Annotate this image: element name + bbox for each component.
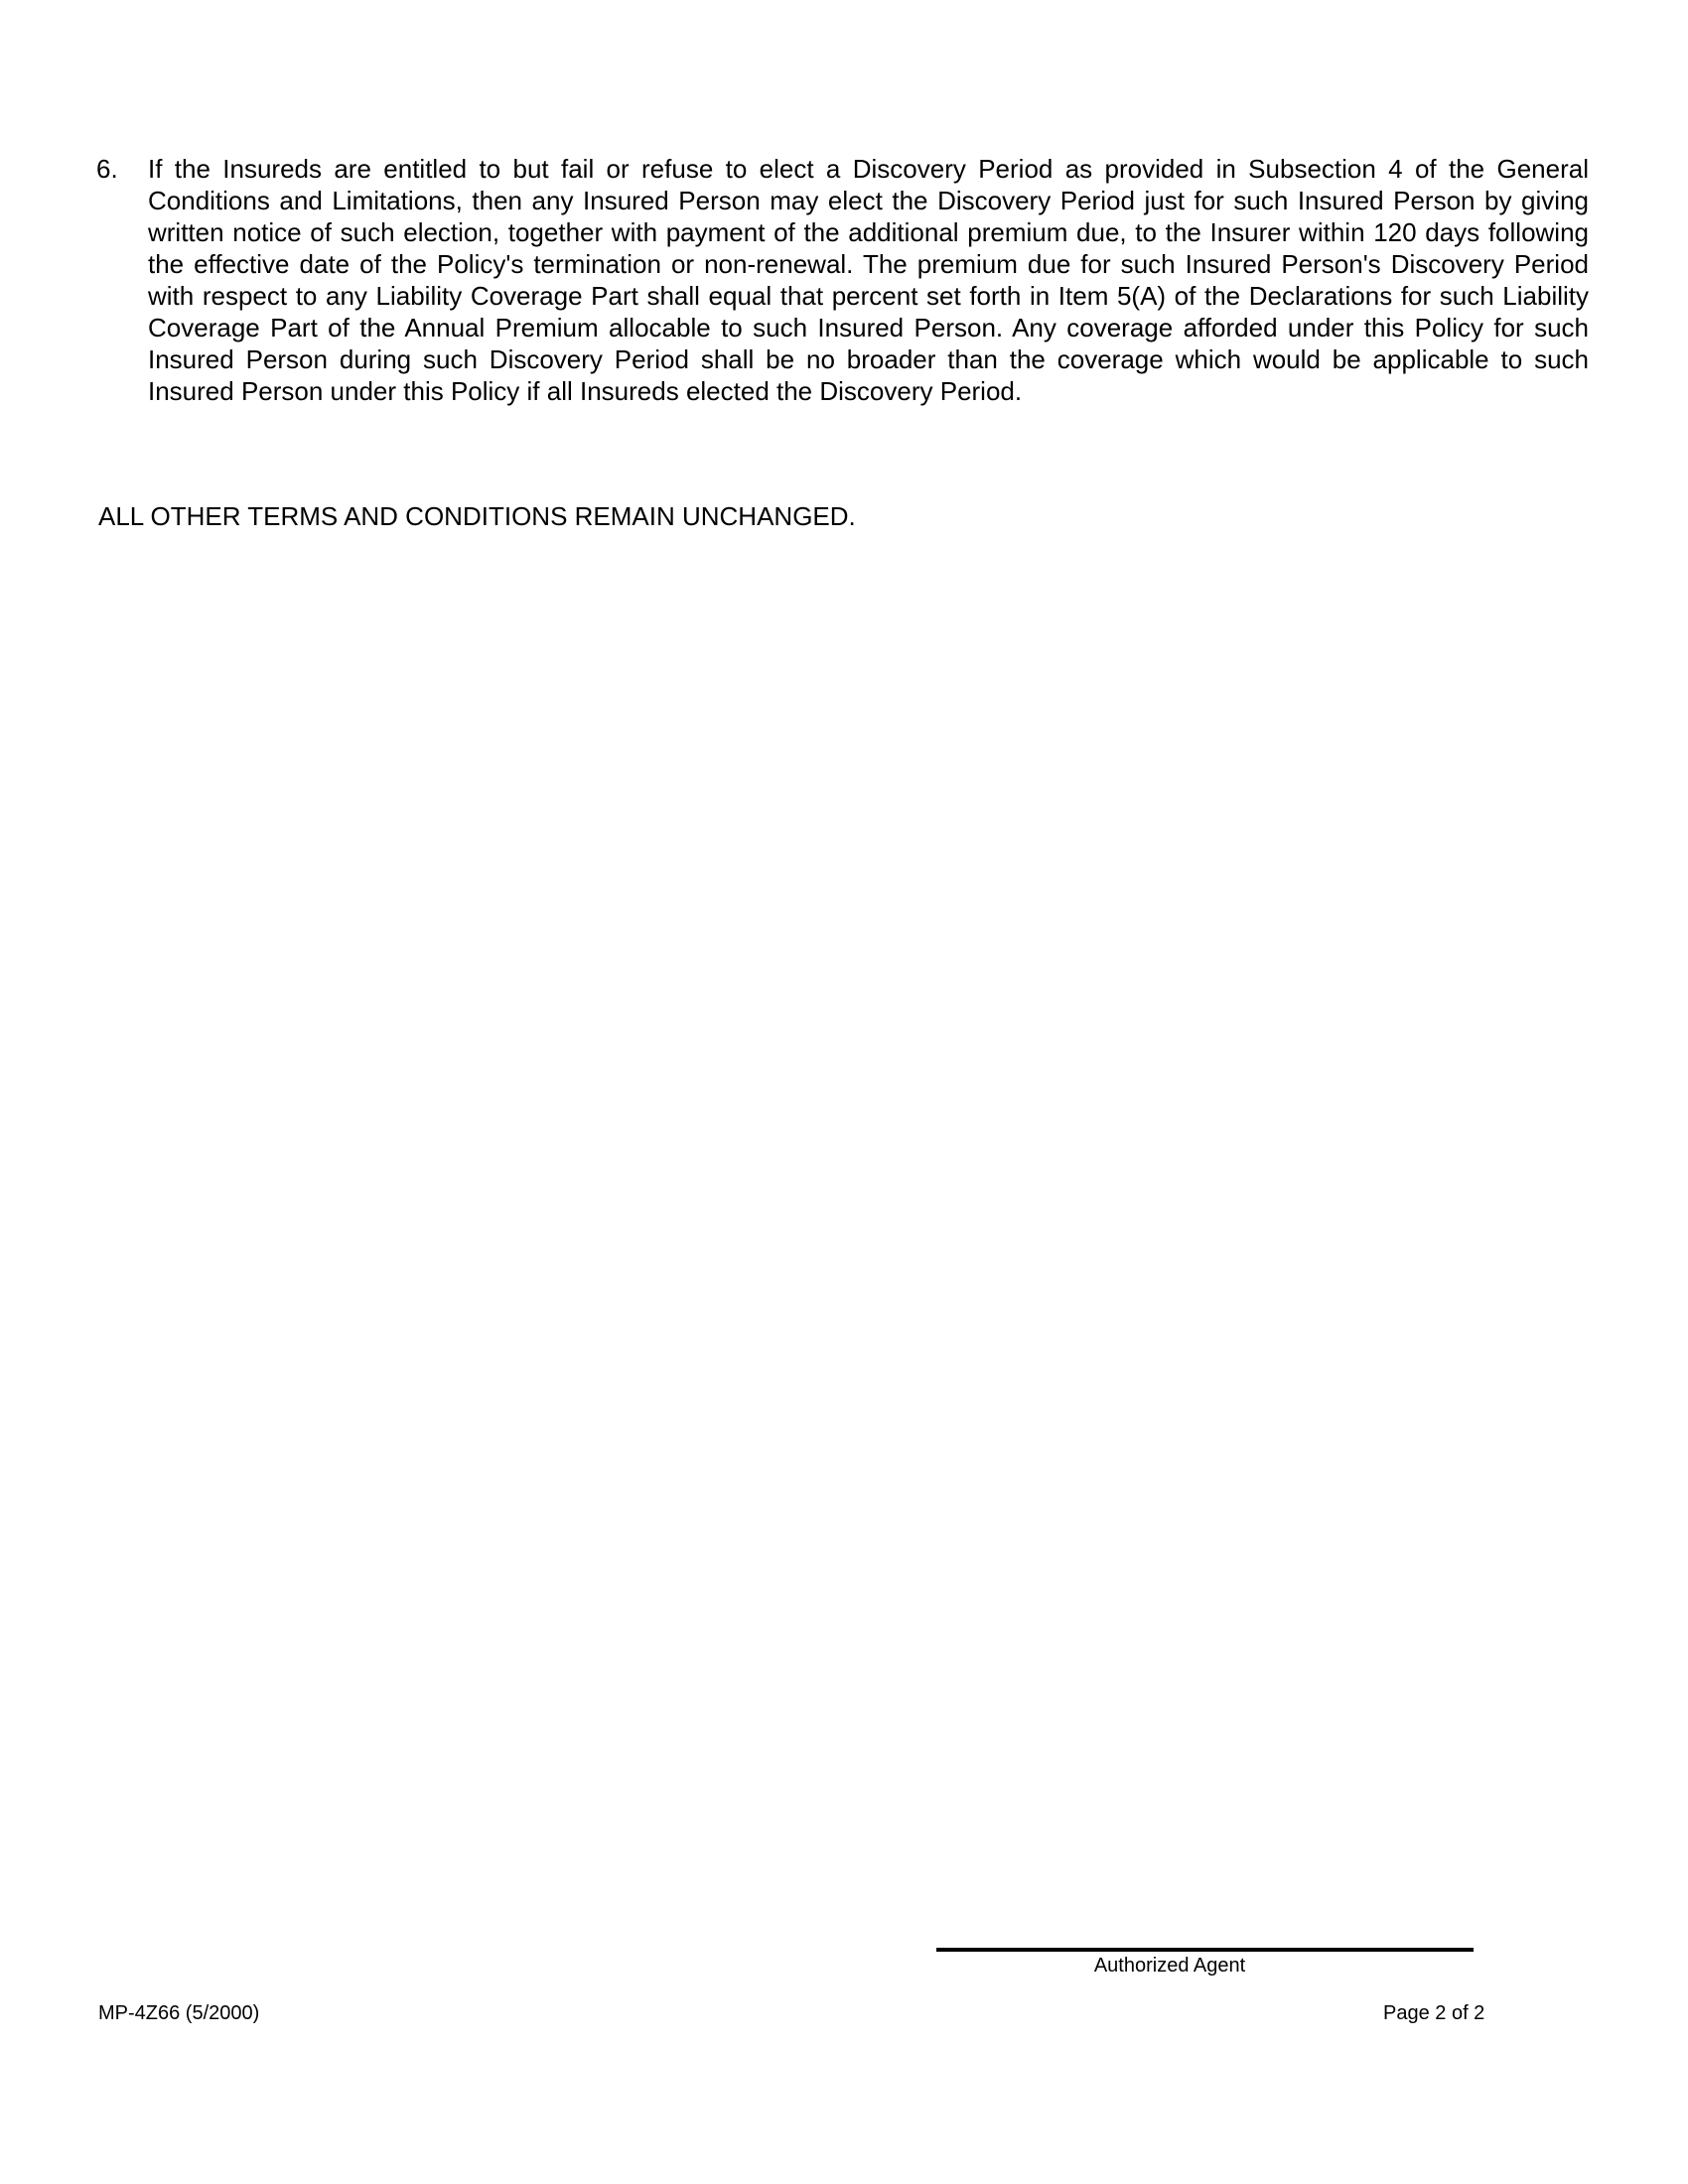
page-number: Page 2 of 2: [1383, 2002, 1485, 2024]
signature-label: Authorized Agent: [1093, 1955, 1246, 1977]
closing-statement: ALL OTHER TERMS AND CONDITIONS REMAIN UNCHANGED.: [98, 501, 856, 531]
paragraph-number: 6.: [96, 154, 118, 184]
form-number: MP-4Z66 (5/2000): [98, 2002, 260, 2024]
numbered-paragraph: [96, 153, 1589, 407]
signature-line: [936, 1948, 1474, 1952]
paragraph-text: If the Insureds are entitled to but fail or refuse to elect a Discovery Period as provided in Subsection 4 of the General Conditions and Limitations, then any Insured Person may elect the Discovery Period just for such Insured Person by giving written notice of such election, together with payment of the additional premium due, to the Insurer within 120 days following the effective date of the Policy's termination or non-renewal. The premium due for such Insured Person's Discovery Period with respect to any Liability Coverage Part shall equal that percent set forth in Item 5(A) of the Declarations for such Liability Coverage Part of the Annual Premium allocable to such Insured Person. Any coverage afforded under this Policy for such Insured Person during such Discovery Period shall be no broader than the coverage which would be applicable to such Insured Person under this Policy if all Insureds elected the Discovery Period.: [148, 154, 1589, 406]
